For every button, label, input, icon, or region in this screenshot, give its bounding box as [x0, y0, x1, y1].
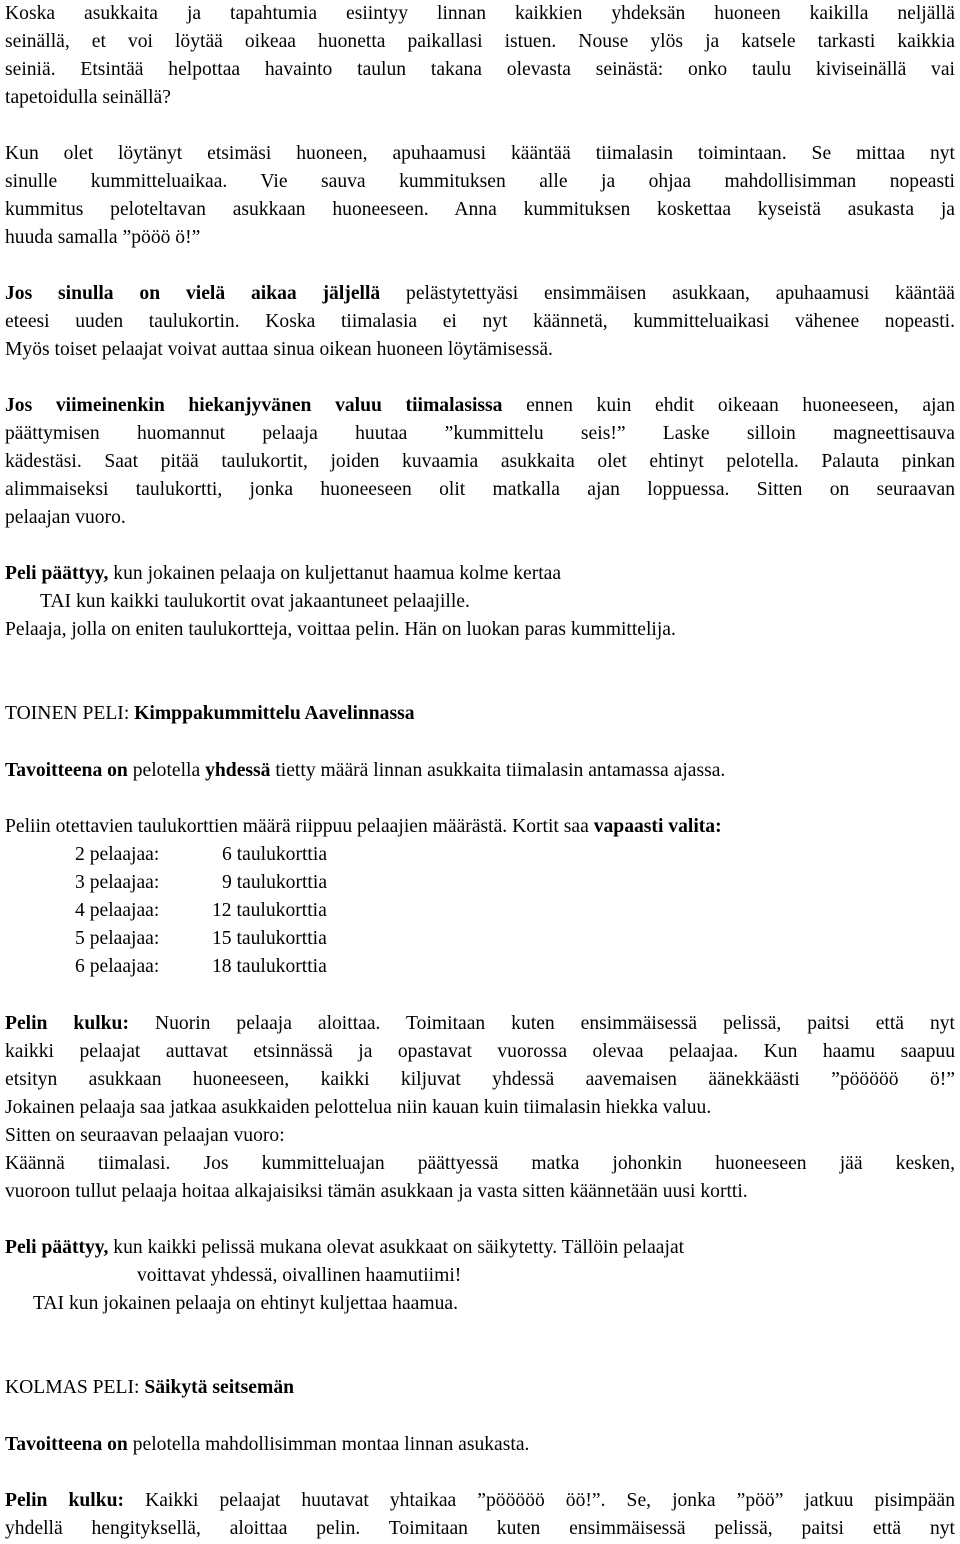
text-span: kun jokainen pelaaja on kuljettanut haamua kolme kertaa — [108, 563, 562, 584]
paragraph-line: huuda samalla ”pööö ö!” — [5, 227, 201, 248]
list-item — [75, 869, 159, 897]
bold-lead: Peli päättyy, — [5, 1237, 109, 1258]
paragraph-line: kummitus peloteltavan asukkaan huoneeseen. Anna kummituksen koskettaa kyseistä asukasta ja — [5, 199, 955, 220]
paragraph-line: päättymisen huomannut pelaaja huutaa ”kummittelu seis!” Laske silloin magneettisauva — [5, 423, 955, 444]
heading-prefix: TOINEN PELI: — [5, 703, 135, 724]
paragraph-line — [5, 1431, 955, 1459]
text-span: kun kaikki pelissä mukana olevat asukkaat on säikytetty. Tällöin pelaajat — [108, 1237, 685, 1258]
paragraph-line: yhdellä hengityksellä, aloittaa pelin. Toimitaan kuten ensimmäisessä pelissä, paitsi että nyt — [5, 1518, 955, 1539]
card-count: 15 taulukorttia — [212, 928, 327, 949]
paragraph-line: sinulle kummitteluaikaa. Vie sauva kummituksen alle ja ohjaa mahdollisimman nopeasti — [5, 171, 955, 192]
text-span: pelotella — [127, 760, 206, 781]
text-span: tietty määrä linnan asukkaita tiimalasin antamassa ajassa. — [270, 760, 726, 781]
bold-lead: Pelin kulku: — [5, 1013, 129, 1034]
bold-lead: Tavoitteena on — [5, 1434, 128, 1455]
paragraph-line — [5, 1487, 955, 1515]
player-count: 5 pelaajaa: — [75, 928, 160, 949]
card-count: 12 taulukorttia — [212, 900, 327, 921]
paragraph-line — [5, 1234, 955, 1262]
text-span: Kaikki pelaajat huutavat yhtaikaa ”pööööö öö!”. Se, jonka ”pöö” jatkuu pisimpään — [124, 1490, 955, 1511]
player-count: 2 pelaajaa: — [75, 844, 160, 865]
paragraph-line — [5, 813, 955, 841]
paragraph-line: Pelaaja, jolla on eniten taulukortteja, voittaa pelin. Hän on luokan paras kummittelija. — [5, 619, 676, 640]
player-count: 6 pelaajaa: — [75, 956, 160, 977]
paragraph-line: seinällä, et voi löytää oikeaa huonetta paikallasi istuen. Nouse ylös ja katsele tarkasti kaikkia — [5, 31, 955, 52]
paragraph-line: TAI kun kaikki taulukortit ovat jakaantuneet pelaajille. — [40, 591, 470, 612]
card-count: 18 taulukorttia — [212, 956, 327, 977]
text-span: Nuorin pelaaja aloittaa. Toimitaan kuten ensimmäisessä pelissä, paitsi että nyt — [128, 1013, 956, 1034]
bold-phrase: vapaasti valita: — [593, 816, 722, 837]
card-count: 9 taulukorttia — [222, 872, 328, 893]
paragraph-line: Sitten on seuraavan pelaajan vuoro: — [5, 1125, 285, 1146]
heading-prefix: KOLMAS PELI: — [5, 1377, 145, 1398]
paragraph-line — [5, 280, 955, 308]
player-count: 4 pelaajaa: — [75, 900, 160, 921]
text-span: pelästytettyäsi ensimmäisen asukkaan, apuhaamusi kääntää — [380, 283, 955, 304]
list-item — [75, 953, 159, 981]
paragraph-line: Käännä tiimalasi. Jos kummitteluajan päättyessä matka johonkin huoneeseen jää kesken, — [5, 1153, 955, 1174]
text-span: ennen kuin ehdit oikeaan huoneeseen, ajan — [502, 395, 955, 416]
heading-title: Säikytä seitsemän — [144, 1377, 295, 1398]
list-item — [75, 925, 159, 953]
paragraph-line: seiniä. Etsintää helpottaa havainto taulun takana olevasta seinästä: onko taulu kiviseinällä vai — [5, 59, 955, 80]
section-heading — [5, 700, 955, 728]
paragraph-line: pelaajan vuoro. — [5, 507, 126, 528]
paragraph-line: voittavat yhdessä, oivallinen haamutiimi! — [137, 1265, 462, 1286]
paragraph-line: tapetoidulla seinällä? — [5, 87, 171, 108]
paragraph-line: Kun olet löytänyt etsimäsi huoneen, apuhaamusi kääntää tiimalasin toimintaan. Se mittaa nyt — [5, 143, 955, 164]
paragraph-line — [5, 392, 955, 420]
bold-lead: Tavoitteena on — [5, 760, 128, 781]
paragraph-line: Jokainen pelaaja saa jatkaa asukkaiden pelottelua niin kauan kuin tiimalasin hiekka valuu. — [5, 1097, 712, 1118]
bold-lead: Peli päättyy, — [5, 563, 109, 584]
paragraph-line: etsityn asukkaan huoneeseen, kaikki kiljuvat yhdessä aavemaisen äänekkäästi ”pööööö ö!” — [5, 1069, 955, 1090]
paragraph-line: kädestäsi. Saat pitää taulukortit, joiden kuvaamia asukkaita olet ehtinyt pelotella. Palauta pinkan — [5, 451, 955, 472]
bold-lead: Jos sinulla on vielä aikaa jäljellä — [5, 283, 381, 304]
heading-title: Kimppakummittelu Aavelinnassa — [134, 703, 415, 724]
list-item — [75, 841, 159, 869]
text-span: Peliin otettavien taulukorttien määrä riippuu pelaajien määrästä. Kortit saa — [5, 816, 594, 837]
paragraph-line: Koska asukkaita ja tapahtumia esiintyy linnan kaikkien yhdeksän huoneen kaikilla neljällä — [5, 3, 955, 24]
bold-lead: Jos viimeinenkin hiekanjyvänen valuu tiimalasissa — [5, 395, 503, 416]
bold-lead: Pelin kulku: — [5, 1490, 125, 1511]
paragraph-line: kaikki pelaajat auttavat etsinnässä ja opastavat vuorossa olevaa pelaajaa. Kun haamu saapuu — [5, 1041, 955, 1062]
card-count: 6 taulukorttia — [222, 844, 328, 865]
paragraph-line: eteesi uuden taulukortin. Koska tiimalasia ei nyt käännetä, kummitteluaikasi vähenee nopeasti. — [5, 311, 955, 332]
paragraph-line — [5, 757, 955, 785]
paragraph-line — [5, 560, 955, 588]
paragraph-line: Myös toiset pelaajat voivat auttaa sinua oikean huoneen löytämisessä. — [5, 339, 553, 360]
list-item — [75, 897, 159, 925]
paragraph-line: vuoroon tullut pelaaja hoitaa alkajaisiksi tämän asukkaan ja vasta sitten käännetään uusi kortti. — [5, 1181, 748, 1202]
paragraph-line: TAI kun jokainen pelaaja on ehtinyt kuljettaa haamua. — [33, 1293, 458, 1314]
paragraph-line — [5, 1010, 955, 1038]
text-span: pelotella mahdollisimman montaa linnan asukasta. — [127, 1434, 530, 1455]
player-count: 3 pelaajaa: — [75, 872, 160, 893]
bold-word: yhdessä — [205, 760, 271, 781]
section-heading — [5, 1374, 955, 1402]
paragraph-line: alimmaiseksi taulukortti, jonka huoneeseen olit matkalla ajan loppuessa. Sitten on seuraavan — [5, 479, 955, 500]
